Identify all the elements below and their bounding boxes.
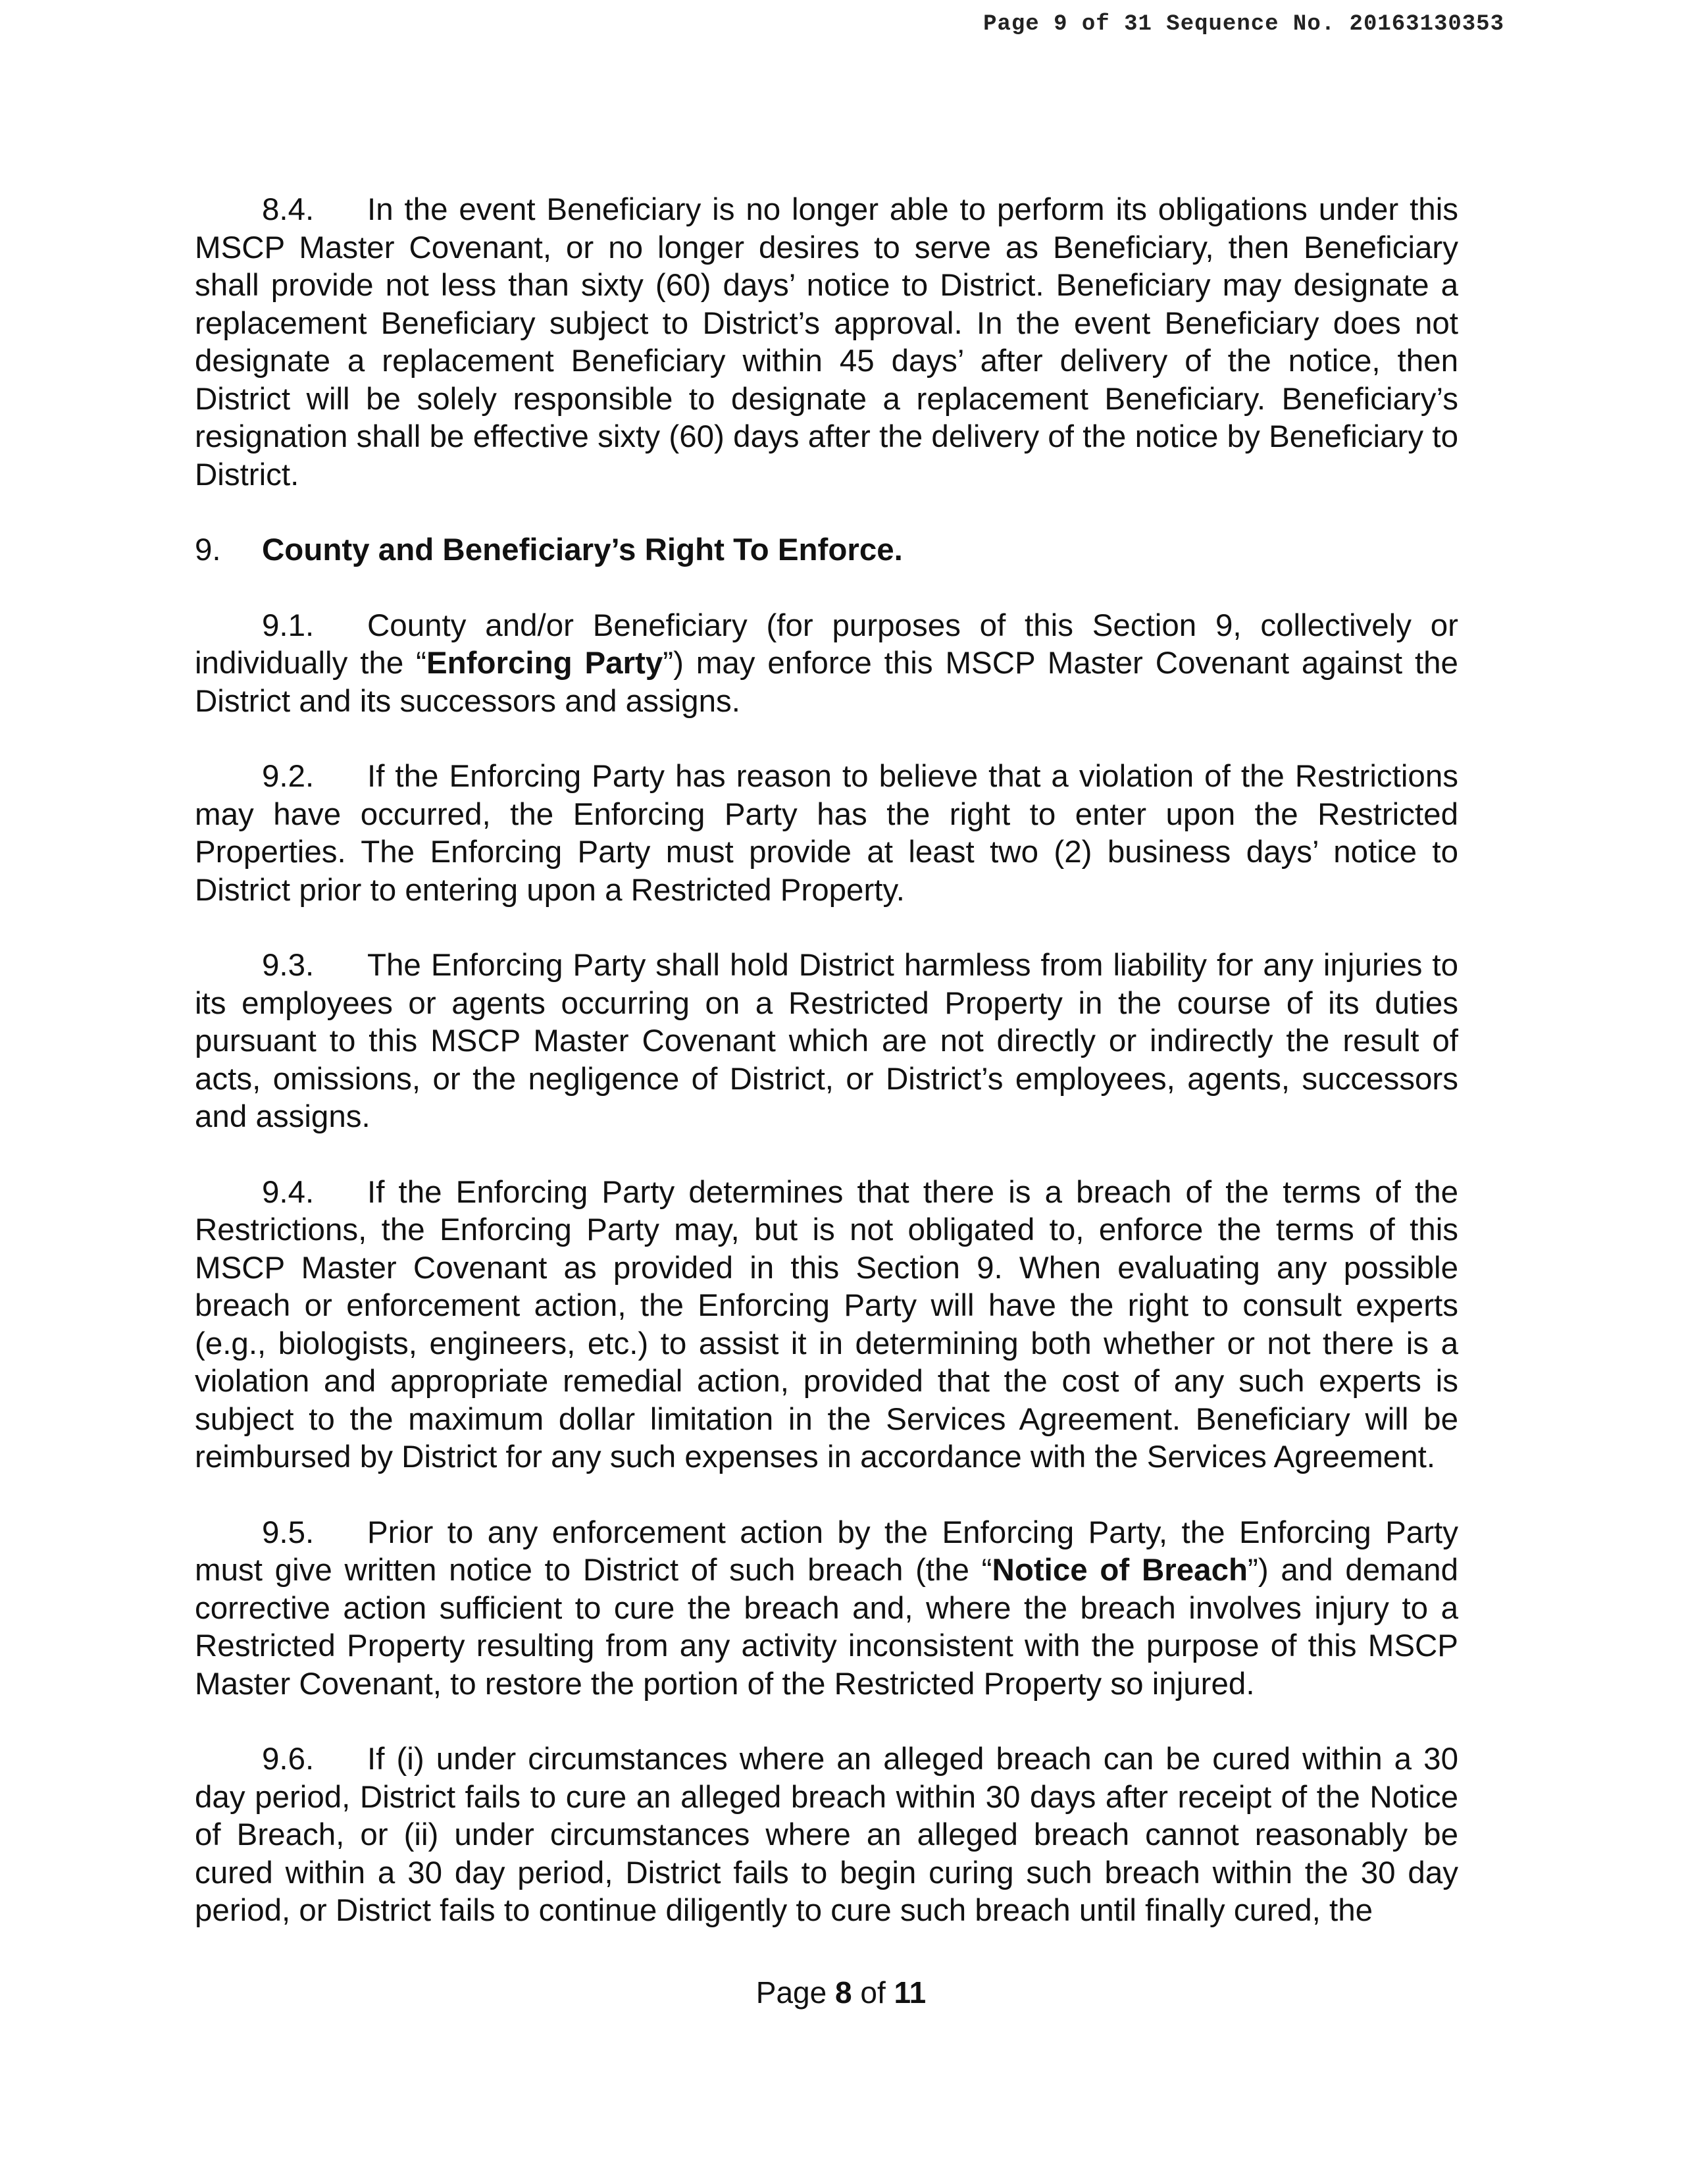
paragraph-text: County and/or Beneficiary (for purposes of this Section 9, collectively or individually the “ (195, 608, 1458, 681)
footer-total-pages: 11 (894, 1975, 927, 2010)
paragraph-9-6 (195, 1740, 1458, 1930)
paragraph-9-2 (195, 758, 1458, 909)
paragraph-number: 9.1. (262, 608, 315, 643)
paragraph-text: ”) and demand corrective action sufficient to cure the breach and, where the breach involves injury to a Restricted Property resulting from any activity inconsistent with the purpose of this MSCP Master Covenant, to restore the portion of the Restricted Property so injured. (195, 1553, 1458, 1702)
paragraph-8-4 (195, 191, 1458, 494)
document-body (195, 191, 1458, 1967)
paragraph-text: If the Enforcing Party determines that there is a breach of the terms of the Restrictions, the Enforcing Party may, but is not obligated to, enforce the terms of this MSCP Master Covenant as provided in this Section 9. When evaluating any possible breach or enforcement action, the Enforcing Party will have the right to consult experts (e.g., biologists, engineers, etc.) to assist it in determining both whether or not there is a violation and appropriate remedial action, provided that the cost of any such experts is subject to the maximum dollar limitation in the Services Agreement. Beneficiary will be reimbursed by District for any such expenses in accordance with the Services Agreement. (195, 1174, 1458, 1474)
section-number: 9. (195, 533, 221, 567)
paragraph-9-4 (195, 1174, 1458, 1476)
paragraph-text: The Enforcing Party shall hold District harmless from liability for any injuries to its employees or agents occurring on a Restricted Property in the course of its duties pursuant to this MSCP Master Covenant which are not directly or indirectly the result of acts, omissions, or the negligence of District, or District’s employees, agents, successors and assigns. (195, 948, 1458, 1134)
paragraph-9-1 (195, 607, 1458, 721)
paragraph-9-5 (195, 1514, 1458, 1703)
footer-middle: of (852, 1975, 894, 2010)
paragraph-text: If the Enforcing Party has reason to believe that a violation of the Restrictions may have occurred, the Enforcing Party has the right to enter upon the Restricted Properties. The Enforcing Party must provide at least two (2) business days’ notice to District prior to entering upon a Restricted Property. (195, 759, 1458, 908)
sequence-stamp: Page 9 of 31 Sequence No. 20163130353 (983, 12, 1504, 37)
section-heading-9 (195, 531, 1458, 569)
defined-term: Notice of Breach (992, 1553, 1248, 1588)
paragraph-number: 9.2. (262, 759, 315, 794)
paragraph-text: ”) may enforce this MSCP Master Covenant against the District and its successors and assigns. (195, 646, 1458, 719)
paragraph-number: 9.5. (262, 1515, 315, 1550)
paragraph-number: 9.6. (262, 1742, 315, 1777)
paragraph-9-3 (195, 947, 1458, 1136)
paragraph-text: Prior to any enforcement action by the Enforcing Party, the Enforcing Party must give written notice to District of such breach (the “ (195, 1515, 1458, 1588)
paragraph-text: If (i) under circumstances where an alleged breach can be cured within a 30 day period, District fails to cure an alleged breach within 30 days after receipt of the Notice of Breach, or (ii) under circumstances where an alleged breach cannot reasonably be cured within a 30 day period, District fails to begin curing such breach within the 30 day period, or District fails to continue diligently to cure such breach until finally cured, the (195, 1742, 1458, 1928)
paragraph-text: In the event Beneficiary is no longer able to perform its obligations under this MSCP Master Covenant, or no longer desires to serve as Beneficiary, then Beneficiary shall provide not less than sixty (60) days’ notice to District. Beneficiary may designate a replacement Beneficiary subject to District’s approval. In the event Beneficiary does not designate a replacement Beneficiary within 45 days’ after delivery of the notice, then District will be solely responsible to designate a replacement Beneficiary. Beneficiary’s resignation shall be effective sixty (60) days after the delivery of the notice by Beneficiary to District. (195, 192, 1458, 492)
defined-term: Enforcing Party (426, 646, 663, 681)
page-footer (0, 1975, 1682, 2010)
section-title: County and Beneficiary’s Right To Enforce. (262, 533, 903, 567)
paragraph-number: 8.4. (262, 192, 315, 227)
paragraph-number: 9.4. (262, 1174, 315, 1210)
footer-prefix: Page (755, 1975, 836, 2010)
footer-current-page: 8 (835, 1975, 852, 2010)
paragraph-number: 9.3. (262, 948, 315, 983)
